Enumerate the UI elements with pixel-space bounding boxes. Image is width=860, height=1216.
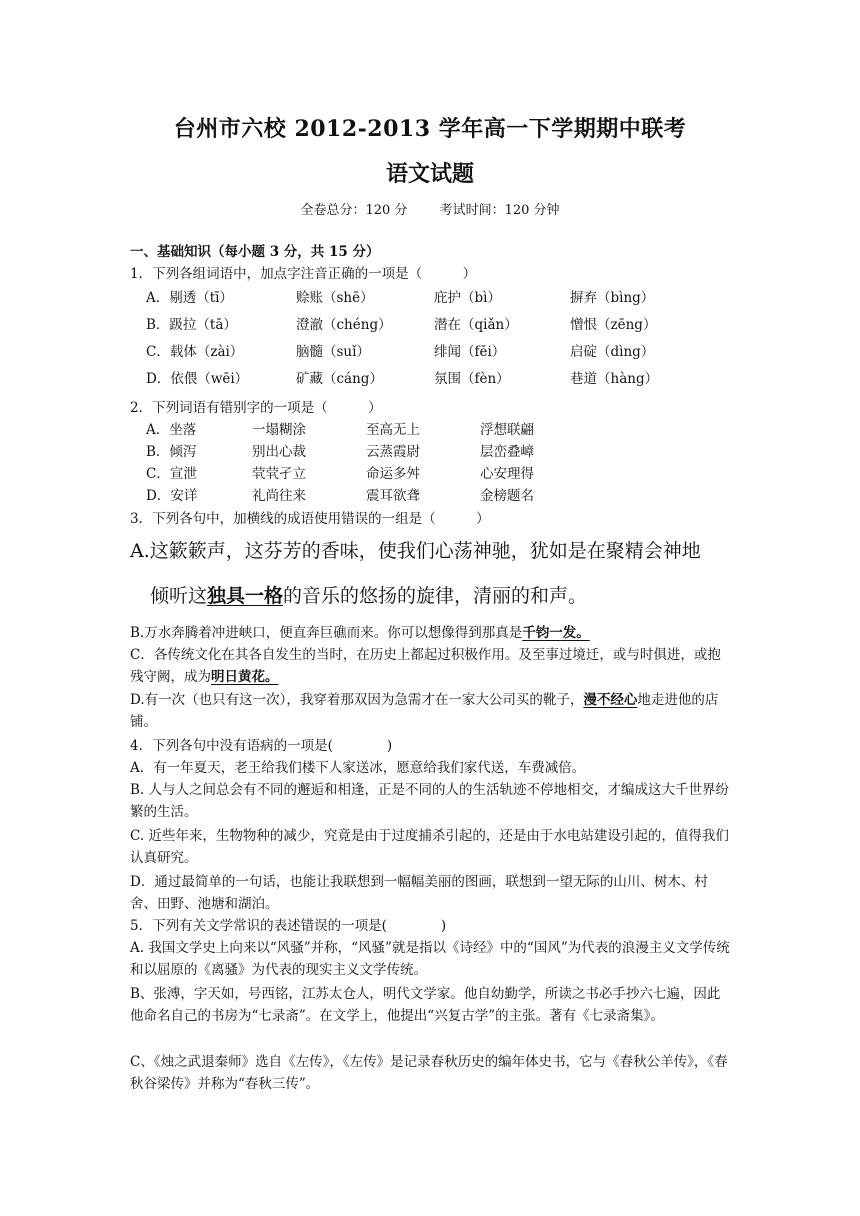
q2-c-1: C．宣泄	[146, 466, 197, 482]
q1-d-1: D．依偎（wēi）	[146, 371, 249, 387]
question-4-stem: 4．下列各句中没有语病的一项是( )	[130, 738, 393, 754]
q3-option-a-line1: A.这簌簌声，这芬芳的香味，使我们心荡神驰，犹如是在聚精会神地	[130, 540, 701, 562]
q3-d-text: D.有一次（也只有这一次），我穿着那双因为急需才在一家大公司买的靴子，	[130, 692, 584, 708]
q2-d-4: 金榜题名	[480, 488, 534, 504]
q3-option-b	[130, 622, 732, 644]
q2-d-3: 震耳欲聋	[366, 488, 420, 504]
q1-a-3: 庇护（bì）	[434, 290, 501, 306]
question-5-stem: 5．下列有关文学常识的表述错误的一项是( )	[130, 918, 447, 934]
q2-a-4: 浮想联翩	[480, 422, 534, 438]
q3-d-idiom: 漫不经心	[583, 692, 638, 708]
q5-option-a: A. 我国文学史上向来以“风骚”并称，“风骚”就是指以《诗经》中的“国风”为代表的浪漫主义文学传统和以屈原的《离骚》为代表的现实主义文学传统。	[130, 940, 730, 978]
total-score: 全卷总分：120 分	[300, 203, 408, 218]
q1-b-3: 潜在（qiǎn）	[434, 317, 518, 333]
q3-c-idiom: 明日黄花。	[211, 669, 279, 685]
q2-d-1: D．安详	[146, 488, 198, 504]
q3-option-c	[130, 644, 732, 688]
question-1-stem: 1．下列各组词语中，加点字注音正确的一项是（ ）	[130, 266, 477, 282]
q2-c-4: 心安理得	[480, 466, 534, 482]
q5-option-c: C、《烛之武退秦师》选自《左传》，《左传》是记录春秋历史的编年体史书，它与《春秋公羊传》，《春秋谷梁传》并称为“春秋三传”。	[130, 1054, 728, 1092]
q3-a-idiom: 独具一格	[207, 585, 284, 607]
q4-option-a: A．有一年夏天，老王给我们楼下人家送冰，愿意给我们家代送，车费减倍。	[130, 760, 586, 776]
exam-time: 考试时间：120 分钟	[439, 203, 560, 218]
q1-c-3: 绯闻（fēi）	[434, 344, 506, 360]
q1-d-4: 巷道（hàng）	[570, 371, 659, 387]
q3-d-post: 地走进他的店铺。	[130, 692, 719, 730]
q2-b-4: 层峦叠嶂	[480, 444, 534, 460]
page-title: 台州市六校 2012-2013 学年高一下学期期中联考	[173, 116, 687, 142]
q1-b-1: B．趿拉（tā）	[146, 317, 237, 333]
q2-a-1: A．坐落	[146, 422, 197, 438]
q1-a-4: 摒弃（bìng）	[570, 290, 655, 306]
page-subtitle: 语文试题	[385, 161, 474, 187]
q2-d-2: 礼尚往来	[252, 488, 306, 504]
q3-a-pre: 倾听这	[150, 585, 208, 607]
question-2-stem: 2．下列词语有错别字的一项是（ ）	[130, 400, 382, 416]
q1-d-3: 氛围（fèn）	[434, 371, 510, 387]
q1-a-2: 赊账（shē）	[296, 290, 374, 306]
q2-c-3: 命运多舛	[366, 466, 420, 482]
q1-c-1: C．载体（zài）	[146, 344, 244, 360]
q2-b-2: 别出心裁	[252, 444, 306, 460]
q1-d-2: 矿藏（cáng）	[296, 371, 383, 387]
q4-option-c: C. 近些年来，生物物种的减少，究竟是由于过度捕杀引起的，还是由于水电站建设引起的，值得我们认真研究。	[130, 828, 729, 866]
q3-a-post: 的音乐的悠扬的旋律，清丽的和声。	[283, 585, 588, 607]
section-heading: 一、基础知识（每小题 3 分，共 15 分）	[130, 244, 380, 260]
q3-b-idiom: 千钧一发。	[522, 625, 590, 641]
exam-meta	[0, 199, 860, 218]
q4-option-b: B. 人与人之间总会有不同的邂逅和相逢，正是不同的人的生活轨迹不停地相交，才编成这大千世界纷繁的生活。	[130, 782, 730, 820]
q1-a-1: A．剔透（tī）	[146, 290, 233, 306]
q2-a-3: 至高无上	[366, 422, 420, 438]
q1-b-4: 憎恨（zēng）	[570, 317, 657, 333]
q5-option-b: B、张溥，字天如，号西铭，江苏太仓人，明代文学家。他自幼勤学，所读之书必手抄六七遍，因此他命名自己的书房为“七录斋”。在文学上，他提出“兴复古学”的主张。著有《七录斋集》。	[130, 986, 721, 1024]
q4-option-d: D．通过最简单的一句话，也能让我联想到一幅幅美丽的图画，联想到一望无际的山川、树木、村舍、田野、池塘和湖泊。	[130, 874, 708, 912]
q1-c-2: 脑髓（suǐ）	[296, 344, 370, 360]
q1-c-4: 启碇（dìng）	[570, 344, 655, 360]
q2-c-2: 茕茕孑立	[252, 466, 306, 482]
q3-b-text: B.万水奔腾着冲进峡口，便直奔巨礁而来。你可以想像得到那真是	[130, 625, 523, 641]
q3-c-text: C．各传统文化在其各自发生的当时，在历史上都起过积极作用。及至事过境迁，或与时俱进，或抱残守阙，成为	[130, 647, 721, 685]
q2-b-1: B．倾泻	[146, 444, 197, 460]
q3-option-d	[130, 689, 732, 733]
q3-option-a-line2	[150, 581, 587, 611]
q2-b-3: 云蒸霞尉	[366, 444, 420, 460]
q1-b-2: 澄澈（chéng）	[296, 317, 392, 333]
q2-a-2: 一塌糊涂	[252, 422, 306, 438]
question-3-stem: 3．下列各句中，加横线的成语使用错误的一组是（ ）	[130, 511, 490, 527]
